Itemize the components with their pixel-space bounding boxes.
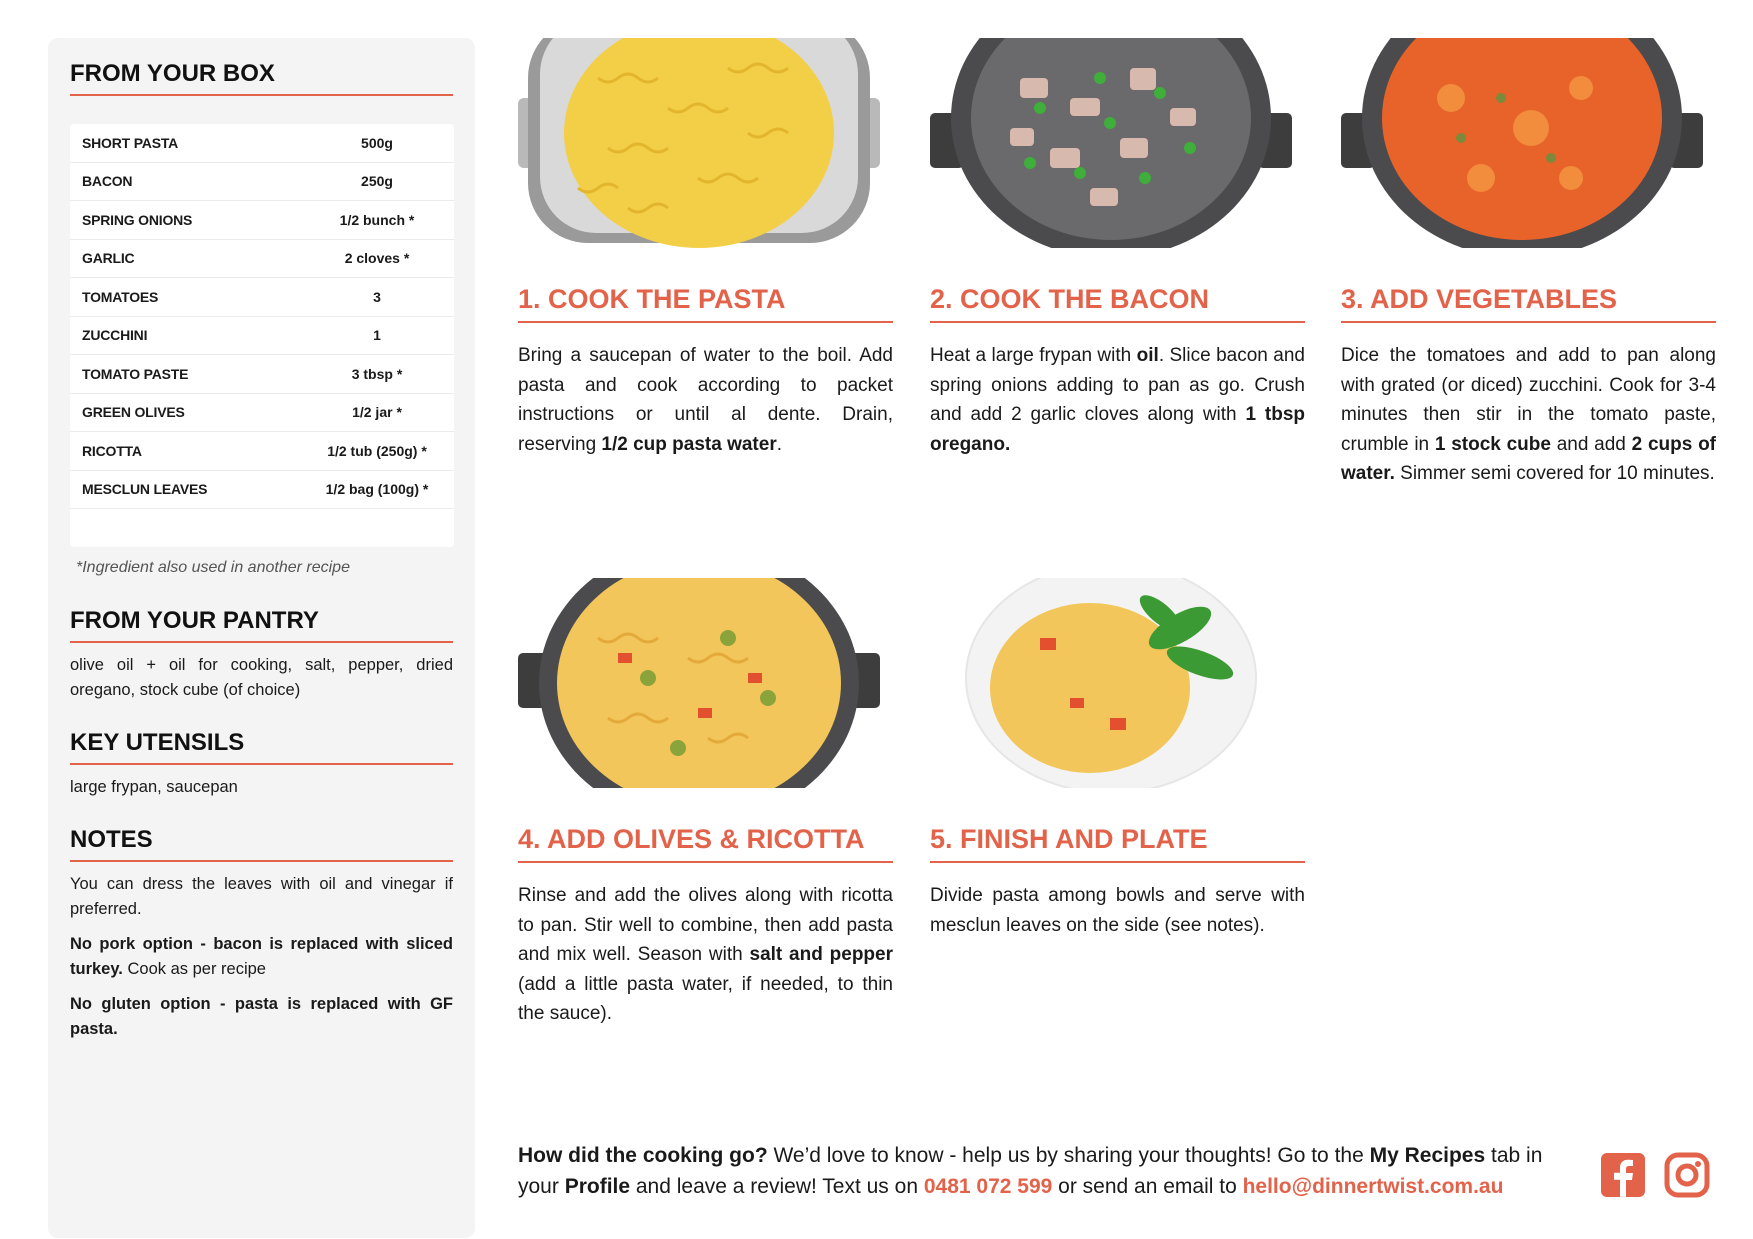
- ingredient-name: RICOTTA: [82, 442, 142, 459]
- step-text-bold: 2 cups of water.: [1341, 433, 1717, 484]
- step-5-image: [930, 578, 1292, 788]
- step-text-bold: oil: [1136, 345, 1159, 366]
- step-text-bold: 1 stock cube: [1434, 433, 1551, 455]
- social-links: [1600, 1152, 1710, 1198]
- step-3-text: [1341, 341, 1716, 489]
- facebook-icon[interactable]: [1600, 1152, 1646, 1198]
- note-bold: No gluten option - pasta is replaced with GF pasta.: [70, 995, 453, 1038]
- step-4-text: [518, 881, 893, 1029]
- ingredient-row: [70, 317, 454, 356]
- ingredient-qty: 1/2 bunch *: [339, 211, 415, 228]
- ingredient-row: [70, 240, 454, 279]
- ingredient-row: [70, 163, 454, 202]
- box-title: FROM YOUR BOX: [70, 60, 453, 96]
- notes-title: NOTES: [70, 826, 453, 862]
- vegetables-pan-illustration: [1341, 38, 1703, 248]
- ingredient-qty: 500g: [361, 134, 393, 151]
- step-text-part: and add: [1550, 433, 1632, 455]
- plated-pasta-illustration: [930, 578, 1292, 788]
- no-gluten-note: [70, 992, 453, 1042]
- ingredient-name: ZUCCHINI: [82, 327, 148, 344]
- phone-link[interactable]: 0481 072 599: [923, 1175, 1053, 1198]
- ingredient-qty: 1/2 bag (100g) *: [325, 481, 429, 498]
- ingredient-qty: 3: [373, 288, 381, 305]
- ingredient-row: [70, 432, 454, 471]
- ingredient-footnote: *Ingredient also used in another recipe: [76, 559, 350, 576]
- footer-text: We’d love to know - help us by sharing your thoughts! Go to the: [767, 1144, 1370, 1167]
- step-text-part: Rinse and add the olives along with ricotta to pan. Stir well to combine, then add pasta and mix well. Season with: [518, 885, 893, 965]
- pantry-section: [70, 607, 453, 703]
- utensils-title: KEY UTENSILS: [70, 729, 453, 765]
- step-5-title: 5. FINISH AND PLATE: [930, 824, 1305, 863]
- footer-text: and leave a review! Text us on: [630, 1175, 924, 1198]
- notes-text: You can dress the leaves with oil and vinegar if preferred.: [70, 875, 453, 918]
- instagram-icon[interactable]: [1664, 1152, 1710, 1198]
- step-text-part: . Slice bacon and spring onions adding to pan as go. Crush and add 2 garlic cloves along with: [930, 345, 1305, 425]
- feedback-footer: [518, 1140, 1578, 1202]
- step-5: [930, 578, 1305, 940]
- bacon-pan-illustration: [930, 38, 1292, 248]
- footer-text: or send an email to: [1052, 1175, 1243, 1198]
- step-text-part: (add a little pasta water, if needed, to thin the sauce).: [518, 973, 893, 1024]
- ingredient-name: BACON: [82, 173, 133, 190]
- step-4: [518, 578, 893, 1029]
- ingredient-qty: 1/2 jar *: [352, 404, 402, 421]
- ingredient-row: [70, 471, 454, 510]
- step-1: [518, 38, 893, 459]
- ingredient-row: [70, 201, 454, 240]
- ingredient-row: [70, 278, 454, 317]
- no-pork-note: [70, 932, 453, 982]
- ingredient-qty: 3 tbsp *: [351, 365, 403, 382]
- email-link[interactable]: hello@dinnertwist.com.au: [1242, 1175, 1504, 1198]
- ingredient-qty: 250g: [361, 173, 393, 190]
- footer-text: tab in your: [518, 1144, 1543, 1198]
- step-2-text: [930, 341, 1305, 459]
- note-bold: No pork option - bacon is replaced with sliced turkey.: [70, 935, 453, 978]
- ingredients-sidebar: [48, 38, 475, 1238]
- step-4-image: [518, 578, 880, 788]
- step-text-part: .: [776, 433, 782, 455]
- step-3: [1341, 38, 1716, 489]
- step-text-part: Simmer semi covered for 10 minutes.: [1394, 463, 1715, 484]
- profile-link-text: Profile: [564, 1175, 631, 1198]
- step-3-image: [1341, 38, 1703, 248]
- step-text-bold: 1/2 cup pasta water: [601, 433, 777, 455]
- step-text-part: Dice the tomatoes and add to pan along with grated (or diced) zucchini. Cook for 3-4 minutes then stir in the tomato paste, crumble in: [1341, 345, 1716, 455]
- pantry-text: olive oil + oil for cooking, salt, pepper, dried oregano, stock cube (of choice): [70, 656, 453, 699]
- my-recipes-link-text: My Recipes: [1369, 1144, 1486, 1167]
- footer-bold: How did the cooking go?: [518, 1144, 768, 1167]
- ingredients-table: [70, 124, 454, 547]
- table-spacer: [70, 509, 454, 547]
- pasta-pot-illustration: [518, 38, 880, 248]
- step-text-part: Heat a large frypan with: [930, 345, 1137, 366]
- step-1-title: 1. COOK THE PASTA: [518, 284, 893, 323]
- step-text-bold: 1 tbsp oregano.: [930, 404, 1305, 455]
- pantry-title: FROM YOUR PANTRY: [70, 607, 453, 643]
- ingredient-row: [70, 124, 454, 163]
- ingredient-row: [70, 355, 454, 394]
- step-1-text: [518, 341, 893, 459]
- step-text-part: Bring a saucepan of water to the boil. Add pasta and cook according to packet instructions or until al dente. Drain, reserving: [518, 345, 893, 455]
- step-2-image: [930, 38, 1292, 248]
- step-3-title: 3. ADD VEGETABLES: [1341, 284, 1716, 323]
- ingredient-name: MESCLUN LEAVES: [82, 481, 208, 498]
- ingredient-row: [70, 394, 454, 433]
- step-5-text: Divide pasta among bowls and serve with mesclun leaves on the side (see notes).: [930, 885, 1305, 936]
- utensils-section: [70, 729, 453, 800]
- ingredient-qty: 2 cloves *: [344, 250, 410, 267]
- step-2: [930, 38, 1305, 459]
- step-2-title: 2. COOK THE BACON: [930, 284, 1305, 323]
- ingredient-name: SPRING ONIONS: [82, 211, 193, 228]
- step-text-bold: salt and pepper: [749, 944, 893, 965]
- ingredient-name: TOMATO PASTE: [82, 365, 189, 382]
- step-4-title: 4. ADD OLIVES & RICOTTA: [518, 824, 893, 863]
- ingredient-name: SHORT PASTA: [82, 134, 179, 151]
- notes-section: [70, 826, 453, 1042]
- ingredient-name: GARLIC: [82, 250, 135, 267]
- utensils-text: large frypan, saucepan: [70, 778, 238, 796]
- ingredient-qty: 1: [373, 327, 381, 344]
- step-1-image: [518, 38, 880, 248]
- ingredient-qty: 1/2 tub (250g) *: [327, 442, 427, 459]
- ingredient-name: GREEN OLIVES: [82, 404, 185, 421]
- note-rest: Cook as per recipe: [122, 960, 266, 978]
- ingredient-name: TOMATOES: [82, 288, 159, 305]
- olives-ricotta-pan-illustration: [518, 578, 880, 788]
